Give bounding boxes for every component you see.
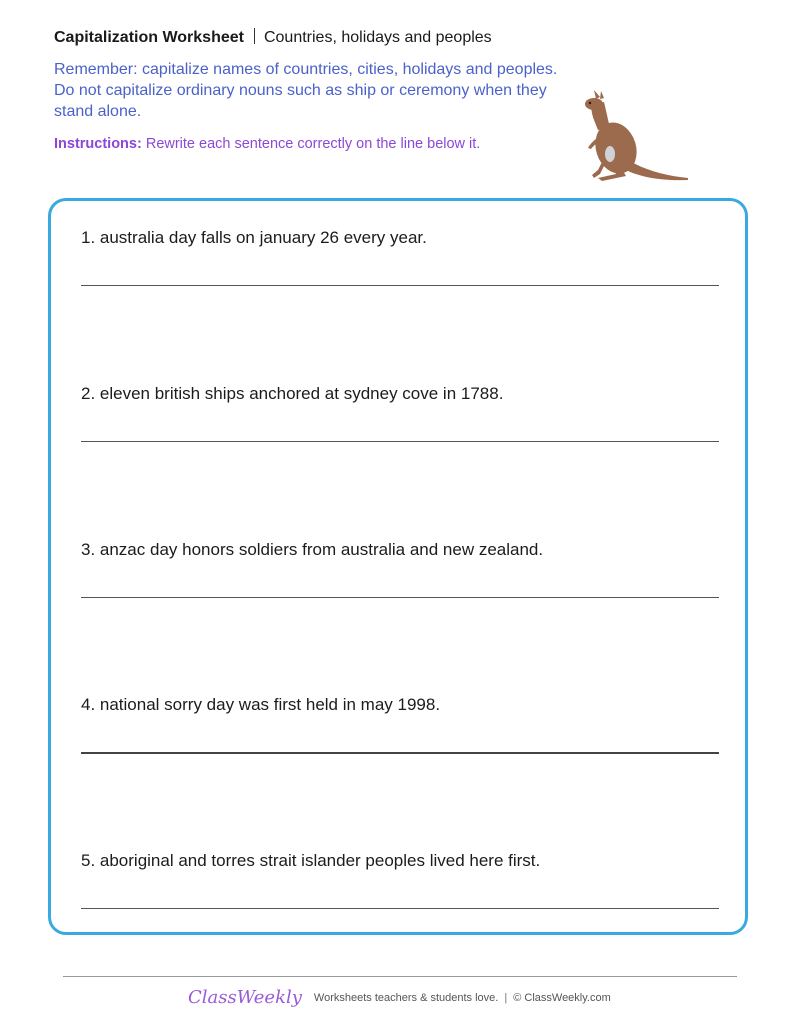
question-item: [81, 227, 719, 249]
footer-copyright: © ClassWeekly.com: [513, 992, 611, 1004]
instructions: [54, 134, 480, 154]
footer-tagline: Worksheets teachers & students love.: [313, 992, 499, 1004]
worksheet-header: [54, 27, 492, 49]
question-text: 4. national sorry day was first held in may 1998.: [81, 695, 441, 714]
footer-divider: [63, 976, 737, 977]
answer-box: [48, 198, 748, 935]
footer: [188, 987, 611, 1008]
question-item: [81, 694, 719, 716]
question-item: [81, 383, 719, 405]
brand-logo: ClassWeekly: [188, 987, 302, 1008]
kangaroo-icon: [576, 90, 692, 185]
instructions-text: Rewrite each sentence correctly on the line below it.: [145, 136, 481, 152]
question-item: [81, 850, 719, 872]
header-separator: [254, 28, 255, 44]
worksheet-subtitle: Countries, holidays and peoples: [263, 29, 492, 46]
question-text: 1. australia day falls on january 26 every year.: [81, 228, 427, 247]
worksheet-title: Capitalization Worksheet: [54, 29, 244, 46]
question-text: 3. anzac day honors soldiers from australia and new zealand.: [81, 540, 544, 559]
answer-line[interactable]: [81, 752, 719, 754]
footer-separator: |: [504, 992, 508, 1004]
question-item: [81, 539, 719, 561]
answer-line[interactable]: [81, 285, 719, 286]
question-text: 2. eleven british ships anchored at sydney cove in 1788.: [81, 384, 504, 403]
answer-line[interactable]: [81, 597, 719, 598]
answer-line[interactable]: [81, 908, 719, 909]
instructions-label: Instructions:: [54, 136, 142, 152]
question-text: 5. aboriginal and torres strait islander peoples lived here first.: [81, 851, 541, 870]
answer-line[interactable]: [81, 441, 719, 442]
remember-note: Remember: capitalize names of countries, cities, holidays and peoples. Do not capitalize ordinary nouns such as ship or ceremony when they stand alone.: [54, 61, 558, 120]
